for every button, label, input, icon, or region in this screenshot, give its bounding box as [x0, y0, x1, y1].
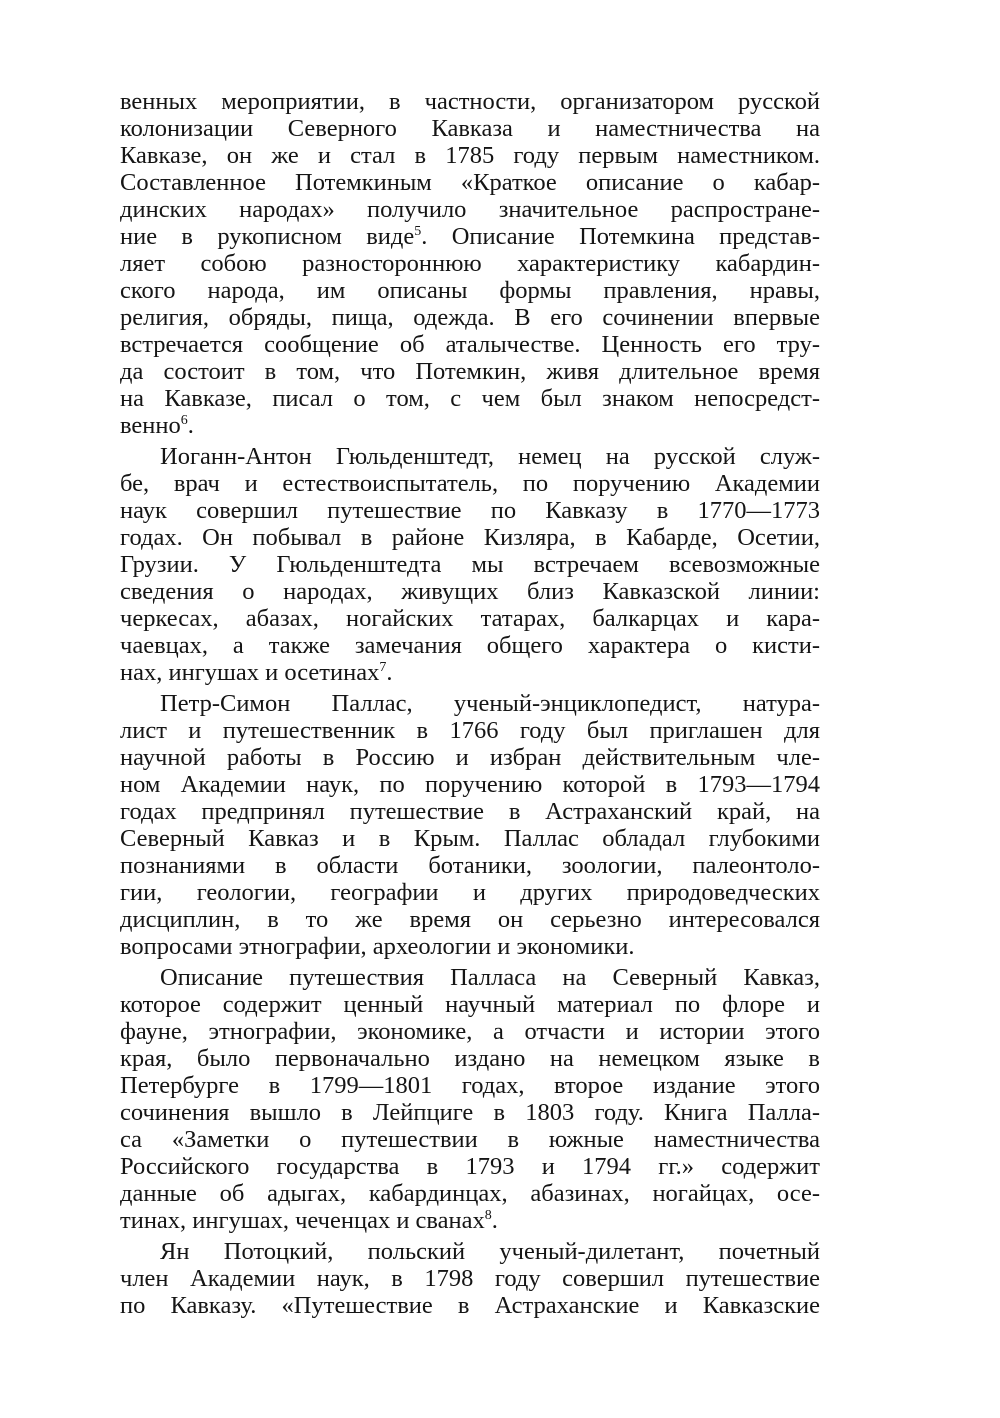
text-line: сведения о народах, живущих близ Кавказской линии:: [120, 578, 820, 605]
text-line: да состоит в том, что Потемкин, живя длительное время: [120, 358, 820, 385]
paragraph-potocki: [120, 1238, 820, 1319]
text-segment: нах, ингушах и осетинах: [120, 659, 380, 686]
text-line: годах. Он побывал в районе Кизляра, в Кабарде, Осетии,: [120, 524, 820, 551]
footnote-marker: 5: [414, 223, 422, 239]
text-line-with-footnote: [120, 223, 820, 250]
text-line: Описание путешествия Палласа на Северный Кавказ,: [160, 964, 820, 991]
text-line: на Кавказе, писал о том, с чем был знаком непосредст-: [120, 385, 820, 412]
text-line: Грузии. У Гюльденштедта мы встречаем всевозможные: [120, 551, 820, 578]
text-line: вопросами этнографии, археологии и экономики.: [120, 933, 635, 960]
text-line-with-footnote: венно$^6$.: [120, 412, 194, 439]
text-line: по Кавказу. «Путешествие в Астраханские и Кавказские: [120, 1292, 820, 1319]
paragraph-pallas: [120, 690, 820, 960]
text-line: данные об адыгах, кабардинцах, абазинах, ногайцах, осе-: [120, 1180, 820, 1207]
text-line: Составленное Потемкиным «Краткое описание о кабар-: [120, 169, 820, 196]
text-line: которое содержит ценный научный материал по флоре и: [120, 991, 820, 1018]
text-line: встречается сообщение об аталычестве. Ценность его тру-: [120, 331, 820, 358]
footnote-marker: 8: [484, 1207, 492, 1223]
text-line: ского народа, им описаны формы правления, нравы,: [120, 277, 820, 304]
text-segment: тинах, ингушах, чеченцах и сванах: [120, 1207, 485, 1234]
page-body: [120, 88, 820, 1319]
text-line-with-footnote: тинах, ингушах, чеченцах и сванах$^8$.: [120, 1207, 498, 1234]
text-segment: венно: [120, 412, 181, 439]
text-line: религия, обряды, пища, одежда. В его сочинении впервые: [120, 304, 820, 331]
text-line: Российского государства в 1793 и 1794 гг.» содержит: [120, 1153, 820, 1180]
text-line: познаниями в области ботаники, зоологии, палеонтоло-: [120, 852, 820, 879]
text-line: Петербурге в 1799—1801 годах, второе издание этого: [120, 1072, 820, 1099]
text-line: черкесах, абазах, ногайских татарах, балкарцах и кара-: [120, 605, 820, 632]
text-line: сочинения вышло в Лейпциге в 1803 году. Книга Палла-: [120, 1099, 820, 1126]
text-line: чаевцах, а также замечания общего характера о кисти-: [120, 632, 820, 659]
paragraph-guldenstedt: [120, 443, 820, 686]
text-line: венных мероприятии, в частности, организатором русской: [120, 88, 820, 115]
text-line: наук совершил путешествие по Кавказу в 1770—1773: [120, 497, 820, 524]
text-line: годах предпринял путешествие в Астраханский край, на: [120, 798, 820, 825]
text-line: фауне, этнографии, экономике, а отчасти и истории этого: [120, 1018, 820, 1045]
text-line-with-footnote: нах, ингушах и осетинах$^7$.: [120, 659, 393, 686]
text-segment: . Описание Потемкина представ-: [421, 223, 821, 250]
text-segment: ние в рукописном виде: [120, 223, 415, 250]
text-line: динских народах» получило значительное распростране-: [120, 196, 820, 223]
text-line: Кавказе, он же и стал в 1785 году первым наместником.: [120, 142, 820, 169]
text-line: са «Заметки о путешествии в южные наместничества: [120, 1126, 820, 1153]
footnote-marker: 6: [180, 412, 188, 428]
paragraph-pallas-description: [120, 964, 820, 1234]
text-line: колонизации Северного Кавказа и наместничества на: [120, 115, 820, 142]
text-line: ном Академии наук, по поручению которой в 1793—1794: [120, 771, 820, 798]
text-line: края, было первоначально издано на немецком языке в: [120, 1045, 820, 1072]
text-line: Иоганн-Антон Гюльденштедт, немец на русской служ-: [160, 443, 820, 470]
paragraph-potemkin: [120, 88, 820, 439]
text-line: научной работы в Россию и избран действительным чле-: [120, 744, 820, 771]
text-line: Северный Кавказ и в Крым. Паллас обладал глубокими: [120, 825, 820, 852]
text-line: бе, врач и естествоиспытатель, по поручению Академии: [120, 470, 820, 497]
text-line: Петр-Симон Паллас, ученый-энциклопедист, натура-: [160, 690, 820, 717]
text-line: гии, геологии, географии и других природоведческих: [120, 879, 820, 906]
footnote-marker: 7: [379, 659, 387, 675]
text-line: дисциплин, в то же время он серьезно интересовался: [120, 906, 820, 933]
text-line: лист и путешественник в 1766 году был приглашен для: [120, 717, 820, 744]
text-line: Ян Потоцкий, польский ученый-дилетант, почетный: [160, 1238, 820, 1265]
text-line: член Академии наук, в 1798 году совершил путешествие: [120, 1265, 820, 1292]
text-line: ляет собою разностороннюю характеристику кабардин-: [120, 250, 820, 277]
